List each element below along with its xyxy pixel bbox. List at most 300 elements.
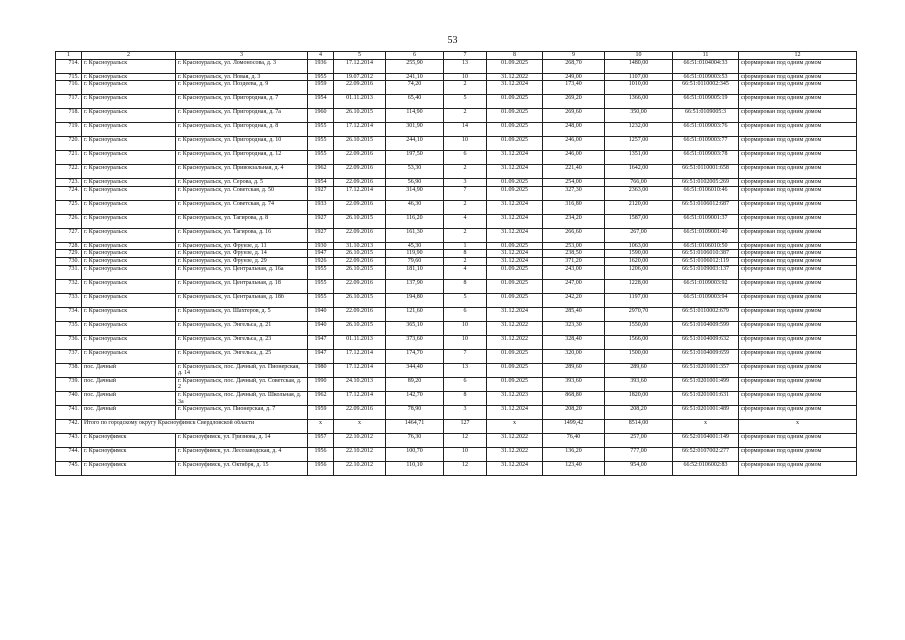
cadastral-number: 66:51:0110002:345 [673,81,739,95]
row-number: 718. [56,109,82,123]
cadastral-number: 66:51:0110002:679 [673,307,739,321]
value-1: 76,40 [543,434,605,448]
value-1: 246,00 [543,137,605,151]
column-number-row [56,52,857,60]
survey-date: 24.10.2013 [334,377,386,391]
survey-date: 22.09.2016 [334,406,386,420]
address: г. Красноуральск, пос. Дачный, ул. Пионерская, д. 14 [176,363,308,377]
land-status: сформирован под одним домом [739,250,857,258]
row-number: 737. [56,349,82,363]
value-1: 393,60 [543,377,605,391]
cadastral-number: 66:51:0102005:269 [673,179,739,187]
value-1: 289,60 [543,363,605,377]
value-2: 2363,00 [605,186,673,200]
year-built: 1960 [308,109,334,123]
cadastral-number: 66:52:0107002:277 [673,448,739,462]
residents-count: 3 [444,406,487,420]
address: г. Красноуфимск, ул. Октября, д. 15 [176,462,308,476]
year-built: 1955 [308,137,334,151]
land-status: сформирован под одним домом [739,109,857,123]
year-built: 1962 [308,391,334,405]
planned-date: 01.09.2025 [487,242,543,250]
table-row [56,73,857,81]
column-number: 4 [308,52,334,60]
address: г. Красноуральск, пос. Дачный, ул. Советская, д. 2 [176,377,308,391]
survey-date: 22.10.2012 [334,462,386,476]
address: г. Красноуральск, ул. Тагирова, д. 16 [176,228,308,242]
cadastral-number: 66:51:0109003:76 [673,123,739,137]
residents-count: 6 [444,151,487,165]
value-2: 1010,00 [605,81,673,95]
row-number: 734. [56,307,82,321]
survey-date: 17.12.2014 [334,349,386,363]
row-number: 723. [56,179,82,187]
land-status: сформирован под одним домом [739,214,857,228]
land-status: x [739,420,857,434]
area: 181,10 [386,265,444,279]
planned-date: 31.12.2022 [487,448,543,462]
cadastral-number: 66:51:0109003:77 [673,137,739,151]
value-1: 371,20 [543,257,605,265]
survey-date: 01.11.2013 [334,95,386,109]
year-built: 1956 [308,462,334,476]
planned-date: x [487,420,543,434]
value-1: 269,60 [543,109,605,123]
value-1: 249,00 [543,73,605,81]
row-number: 730. [56,257,82,265]
column-number: 11 [673,52,739,60]
cadastral-number: 66:51:0109001:40 [673,228,739,242]
land-status: сформирован под одним домом [739,363,857,377]
row-number: 743. [56,434,82,448]
year-built: 1955 [308,279,334,293]
survey-date: 17.12.2014 [334,391,386,405]
value-2: 1566,00 [605,335,673,349]
cadastral-number: 66:51:0104009:632 [673,335,739,349]
residents-count: 2 [444,257,487,265]
value-1: 285,40 [543,307,605,321]
locality: г. Красноуральск [82,250,176,258]
survey-date: 26.10.2015 [334,214,386,228]
table-row [56,257,857,265]
area: 114,90 [386,109,444,123]
column-number: 10 [605,52,673,60]
year-built: 1955 [308,293,334,307]
residents-count: 2 [444,109,487,123]
area: 53,30 [386,165,444,179]
area: 137,90 [386,279,444,293]
year-built: 1954 [308,179,334,187]
locality: г. Красноуральск [82,81,176,95]
year-built: 1957 [308,434,334,448]
locality: г. Красноуральск [82,257,176,265]
land-status: сформирован под одним домом [739,123,857,137]
year-built: 1947 [308,335,334,349]
column-number: 9 [543,52,605,60]
cadastral-number: 66:51:0109003:53 [673,73,739,81]
locality: г. Красноуральск [82,228,176,242]
survey-date: 22.09.2016 [334,179,386,187]
land-status: сформирован под одним домом [739,151,857,165]
land-status: сформирован под одним домом [739,335,857,349]
survey-date: 22.09.2016 [334,165,386,179]
survey-date: x [334,420,386,434]
cadastral-number: 66:52:0106002:83 [673,462,739,476]
locality: г. Красноуральск [82,265,176,279]
planned-date: 01.09.2025 [487,123,543,137]
value-1: 234,20 [543,214,605,228]
value-1: 328,40 [543,335,605,349]
table-row [56,462,857,476]
area: 314,90 [386,186,444,200]
cadastral-number: 66:51:0109005:3 [673,109,739,123]
value-2: 289,60 [605,363,673,377]
locality: г. Красноуральск [82,186,176,200]
survey-date: 31.10.2013 [334,242,386,250]
land-status: сформирован под одним домом [739,165,857,179]
address: г. Красноуральск, ул. Энгельса, д. 21 [176,321,308,335]
value-2: 1366,00 [605,95,673,109]
column-number: 12 [739,52,857,60]
land-status: сформирован под одним домом [739,307,857,321]
table-row [56,81,857,95]
area: 100,70 [386,448,444,462]
row-number: 719. [56,123,82,137]
area: 301,90 [386,123,444,137]
cadastral-number: 66:51:0109003:94 [673,293,739,307]
locality: г. Красноуральск [82,293,176,307]
residents-count: 2 [444,165,487,179]
locality: пос. Дачный [82,391,176,405]
address: г. Красноуральск, ул. Пригородная, д. 7а [176,109,308,123]
residents-count: 5 [444,293,487,307]
address: г. Красноуральск, ул. Центральная, д. 18 [176,279,308,293]
row-number: 729. [56,250,82,258]
land-status: сформирован под одним домом [739,462,857,476]
address: г. Красноуральск, ул. Новая, д. 3 [176,73,308,81]
row-number: 735. [56,321,82,335]
survey-date: 19.07.2012 [334,73,386,81]
area: 365,10 [386,321,444,335]
row-number: 724. [56,186,82,200]
value-1: 243,00 [543,265,605,279]
cadastral-number: 66:51:0106010:387 [673,250,739,258]
value-1: 242,20 [543,293,605,307]
row-number: 736. [56,335,82,349]
residents-count: 6 [444,307,487,321]
locality: г. Красноуфимск [82,448,176,462]
locality: пос. Дачный [82,377,176,391]
value-2: 1587,00 [605,214,673,228]
area: 241,10 [386,73,444,81]
area: 89,20 [386,377,444,391]
cadastral-number: 66:51:0109003:137 [673,265,739,279]
page-number: 53 [447,35,458,46]
row-number: 726. [56,214,82,228]
table-row [56,59,857,73]
area: 142,70 [386,391,444,405]
value-1: 253,00 [543,242,605,250]
residents-count: 7 [444,349,487,363]
year-built: 1926 [308,257,334,265]
address: г. Красноуральск, ул. Пригородная, д. 8 [176,123,308,137]
area: 110,10 [386,462,444,476]
table-row [56,179,857,187]
year-built: 1927 [308,186,334,200]
address: г. Красноуральск, ул. Центральная, д. 16а [176,265,308,279]
year-built: 1990 [308,377,334,391]
area: 56,90 [386,179,444,187]
survey-date: 22.09.2016 [334,307,386,321]
table-row [56,109,857,123]
address: г. Красноуральск, ул. Фрунзе, д. 11 [176,242,308,250]
survey-date: 26.10.2015 [334,321,386,335]
residents-count: 14 [444,123,487,137]
locality: г. Красноуральск [82,279,176,293]
area: 76,30 [386,434,444,448]
cadastral-number: 66:51:0201001:489 [673,406,739,420]
residents-count: 10 [444,448,487,462]
survey-date: 17.12.2014 [334,59,386,73]
value-1: 247,00 [543,279,605,293]
planned-date: 31.12.2022 [487,73,543,81]
year-built: 1930 [308,242,334,250]
cadastral-number: 66:51:0109003:78 [673,151,739,165]
land-status: сформирован под одним домом [739,279,857,293]
year-built: 1933 [308,200,334,214]
total-row [56,420,857,434]
planned-date: 01.09.2025 [487,377,543,391]
land-status: сформирован под одним домом [739,137,857,151]
cadastral-number: 66:51:0106012:687 [673,200,739,214]
survey-date: 17.12.2014 [334,123,386,137]
column-number: 7 [444,52,487,60]
value-1: 254,00 [543,179,605,187]
value-1: 238,50 [543,250,605,258]
address: г. Красноуральск, ул. Поздеева, д. 9 [176,81,308,95]
address: г. Красноуральск, ул. Центральная, д. 18б [176,293,308,307]
cadastral-number: 66:51:0104009:599 [673,321,739,335]
value-1: 316,80 [543,200,605,214]
locality: г. Красноуральск [82,349,176,363]
survey-date: 22.09.2016 [334,257,386,265]
survey-date: 22.09.2016 [334,151,386,165]
cadastral-number: 66:51:0109001:37 [673,214,739,228]
year-built: 1947 [308,250,334,258]
residents-count: 127 [444,420,487,434]
land-status: сформирован под одним домом [739,265,857,279]
locality: г. Красноуральск [82,335,176,349]
locality: г. Красноуфимск [82,462,176,476]
table-row [56,214,857,228]
value-1: 269,20 [543,95,605,109]
row-number: 745. [56,462,82,476]
table-row [56,151,857,165]
cadastral-number: 66:51:0109003:92 [673,279,739,293]
planned-date: 01.09.2025 [487,59,543,73]
land-status: сформирован под одним домом [739,406,857,420]
year-built: 1955 [308,123,334,137]
row-number: 721. [56,151,82,165]
land-status: сформирован под одним домом [739,200,857,214]
row-number: 738. [56,363,82,377]
locality: г. Красноуфимск [82,434,176,448]
address: г. Красноуральск, ул. Тагирова, д. 8 [176,214,308,228]
area: 174,70 [386,349,444,363]
year-built: 1956 [308,448,334,462]
locality: г. Красноуральск [82,123,176,137]
value-1: 208,20 [543,406,605,420]
value-2: 1063,00 [605,242,673,250]
area: 1464,71 [386,420,444,434]
address: г. Красноуральск, ул. Пригородная, д. 7 [176,95,308,109]
table-row [56,137,857,151]
locality: г. Красноуральск [82,200,176,214]
survey-date: 26.10.2015 [334,109,386,123]
value-1: 327,30 [543,186,605,200]
value-1: 323,30 [543,321,605,335]
value-2: 1257,00 [605,137,673,151]
year-built: 1940 [308,307,334,321]
survey-date: 22.09.2016 [334,200,386,214]
locality: г. Красноуральск [82,137,176,151]
locality: г. Красноуральск [82,73,176,81]
locality: г. Красноуральск [82,59,176,73]
address: г. Красноуральск, пос. Дачный, ул. Школьная, д. 3а [176,391,308,405]
residents-count: 8 [444,279,487,293]
address: г. Красноуральск, ул. Ломоносова, д. 3 [176,59,308,73]
address: г. Красноуральск, ул. Серова, д. 5 [176,179,308,187]
area: 119,90 [386,250,444,258]
residents-count: 10 [444,321,487,335]
register-table [55,51,857,476]
area: 121,60 [386,307,444,321]
cadastral-number: 66:51:0201001:631 [673,391,739,405]
value-2: 954,00 [605,462,673,476]
value-2: 350,00 [605,109,673,123]
planned-date: 31.12.2024 [487,307,543,321]
residents-count: 1 [444,242,487,250]
area: 78,90 [386,406,444,420]
row-number: 717. [56,95,82,109]
planned-date: 01.09.2025 [487,293,543,307]
value-2: 766,00 [605,179,673,187]
value-1: 136,20 [543,448,605,462]
residents-count: 4 [444,265,487,279]
value-1: 320,00 [543,349,605,363]
locality: пос. Дачный [82,406,176,420]
value-2: 267,00 [605,228,673,242]
planned-date: 31.12.2024 [487,406,543,420]
year-built: 1927 [308,214,334,228]
address: г. Красноуральск, ул. Пионерская, д. 7 [176,406,308,420]
land-status: сформирован под одним домом [739,349,857,363]
survey-date: 26.10.2015 [334,250,386,258]
residents-count: 12 [444,462,487,476]
table-row [56,95,857,109]
residents-count: 10 [444,73,487,81]
table-row [56,293,857,307]
value-2: 257,00 [605,434,673,448]
locality: г. Красноуральск [82,95,176,109]
planned-date: 31.12.2022 [487,335,543,349]
locality: г. Красноуральск [82,179,176,187]
table-row [56,186,857,200]
row-number: 740. [56,391,82,405]
row-number: 715. [56,73,82,81]
table-row [56,307,857,321]
row-number: 728. [56,242,82,250]
value-1: 248,00 [543,123,605,137]
year-built: 1927 [308,228,334,242]
survey-date: 26.10.2015 [334,265,386,279]
planned-date: 01.09.2025 [487,179,543,187]
planned-date: 01.09.2025 [487,279,543,293]
value-2: 1232,00 [605,123,673,137]
area: 197,50 [386,151,444,165]
address: г. Красноуральск, ул. Шахтеров, д. 5 [176,307,308,321]
land-status: сформирован под одним домом [739,73,857,81]
area: 255,90 [386,59,444,73]
survey-date: 22.10.2012 [334,448,386,462]
table-row [56,335,857,349]
residents-count: 4 [444,214,487,228]
row-number: 744. [56,448,82,462]
residents-count: 2 [444,228,487,242]
land-status: сформирован под одним домом [739,377,857,391]
address: г. Красноуфимск, ул. Лесозаводская, д. 4 [176,448,308,462]
year-built: x [308,420,334,434]
planned-date: 31.12.2024 [487,200,543,214]
area: 45,30 [386,242,444,250]
value-2: 2120,00 [605,200,673,214]
land-status: сформирован под одним домом [739,186,857,200]
table-row [56,434,857,448]
row-number: 722. [56,165,82,179]
locality: г. Красноуральск [82,214,176,228]
residents-count: 2 [444,81,487,95]
row-number: 741. [56,406,82,420]
value-2: 1500,00 [605,349,673,363]
address: г. Красноуральск, ул. Пригородная, д. 12 [176,151,308,165]
row-number: 714. [56,59,82,73]
locality: г. Красноуральск [82,165,176,179]
address: г. Красноуральск, ул. Привокзальная, д. 4 [176,165,308,179]
residents-count: 5 [444,95,487,109]
value-2: 1590,00 [605,250,673,258]
table-row [56,228,857,242]
value-2: 1820,00 [605,391,673,405]
address: г. Красноуральск, ул. Советская, д. 50 [176,186,308,200]
year-built: 1936 [308,59,334,73]
area: 344,40 [386,363,444,377]
value-2: 2970,70 [605,307,673,321]
residents-count: 10 [444,137,487,151]
land-status: сформирован под одним домом [739,81,857,95]
survey-date: 22.09.2016 [334,279,386,293]
planned-date: 01.09.2025 [487,186,543,200]
planned-date: 31.12.2024 [487,165,543,179]
planned-date: 01.09.2025 [487,137,543,151]
value-1: 221,40 [543,165,605,179]
survey-date: 17.12.2014 [334,186,386,200]
planned-date: 01.09.2025 [487,109,543,123]
row-number: 727. [56,228,82,242]
area: 74,20 [386,81,444,95]
address: г. Красноуральск, ул. Энгельса, д. 25 [176,349,308,363]
cadastral-number: 66:51:0106010:46 [673,186,739,200]
survey-date: 17.12.2014 [334,363,386,377]
